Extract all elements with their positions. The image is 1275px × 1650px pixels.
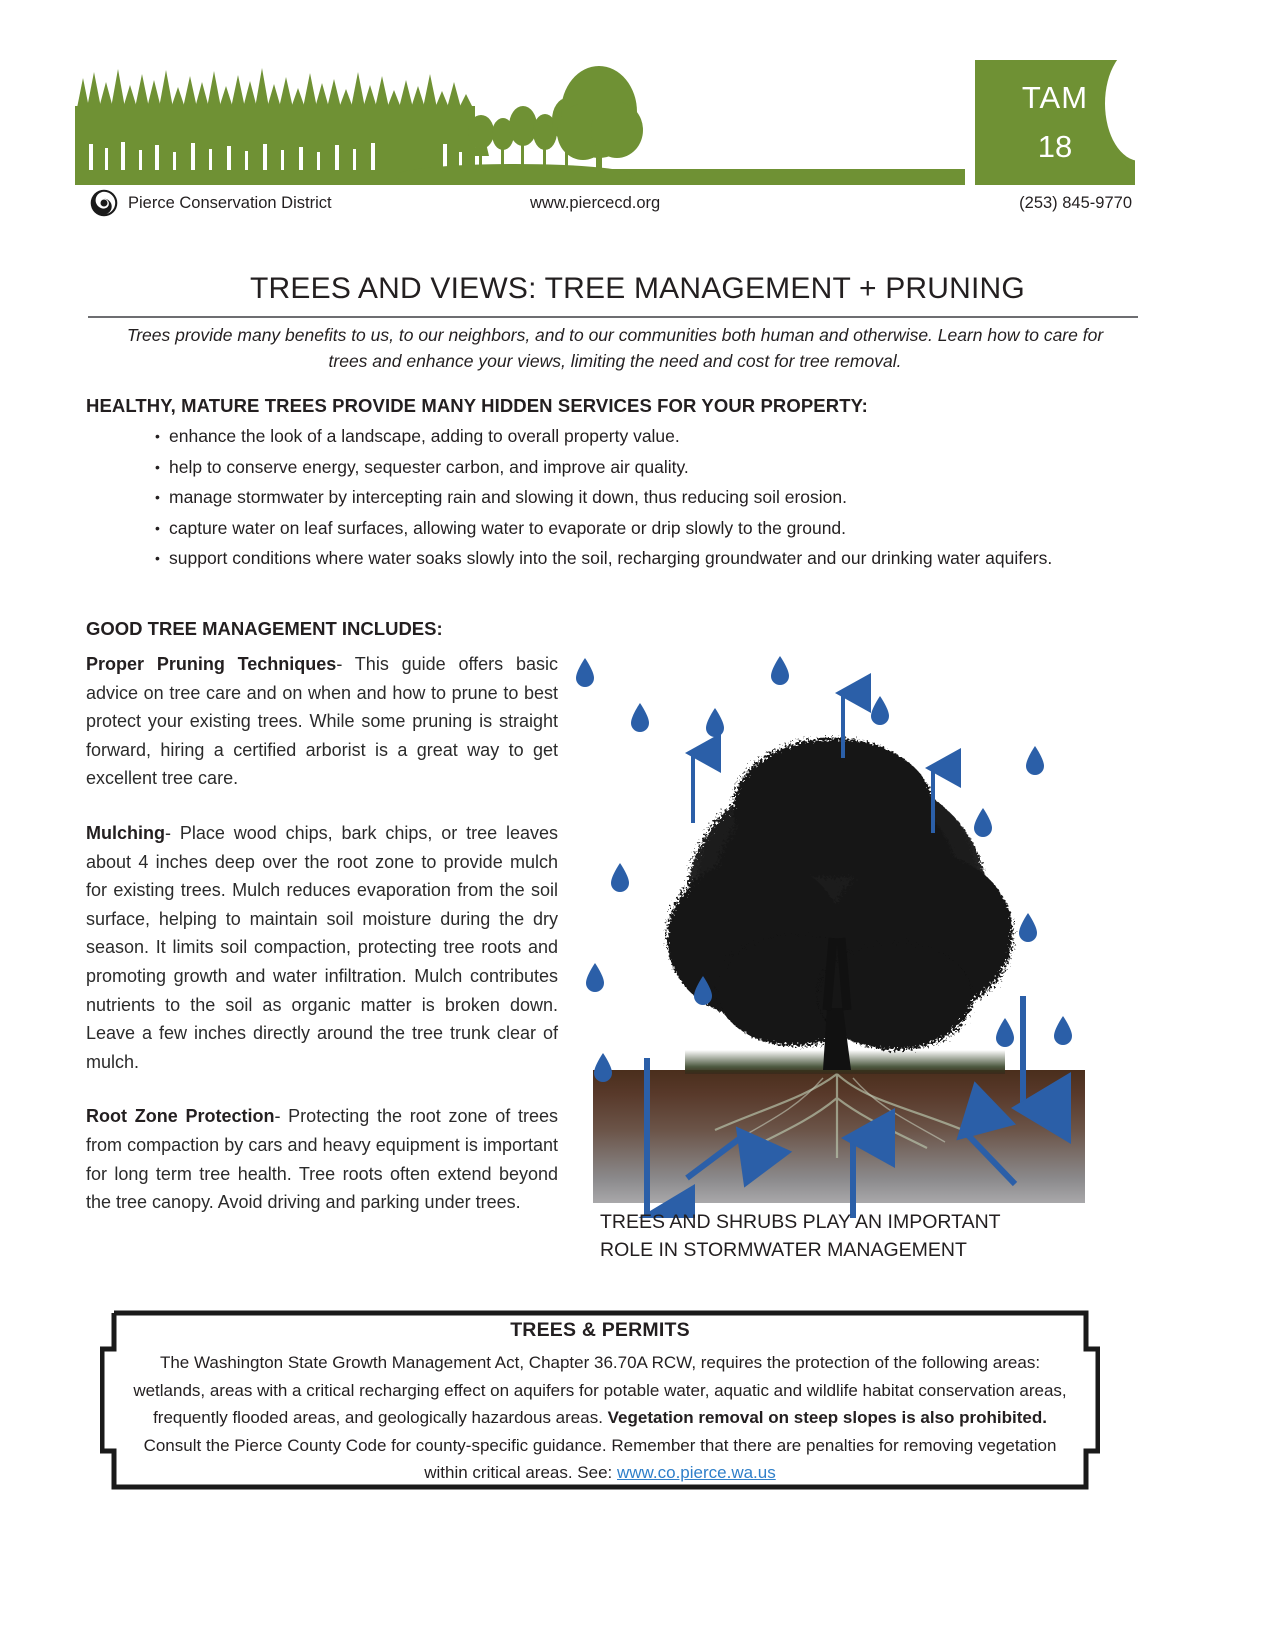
services-list	[155, 422, 1135, 575]
list-item: • help to conserve energy, sequester carbon, and improve air quality.	[155, 453, 1135, 481]
header-contact-bar	[90, 192, 1140, 222]
permits-line-2: areas: wetlands, areas with a critical recharging effect on aquifers for potable water, aquatic and wildlife habitat	[133, 1353, 1041, 1400]
permits-line-5a: Remember that there are penalties for removing vegetation within critical areas. See:	[424, 1435, 1057, 1482]
paragraph-mulching	[86, 819, 558, 1076]
org-website[interactable]: www.piercecd.org	[530, 194, 661, 212]
title-divider	[88, 316, 1138, 318]
root-uptake-arrows	[687, 1132, 1015, 1218]
list-item: • manage stormwater by intercepting rain and slowing it down, thus reducing soil erosion.	[155, 483, 1135, 511]
body-mulching: - Place wood chips, bark chips, or tree leaves about 4 inches deep over the root zone to provide mulch for existing trees. Mulch reduces evaporation from the soil surface, helping to maintain soil moisture during the dry season. It limits soil compaction, protecting tree roots and promoting growth and water infiltration. Mulch contributes nutrients to the soil as organic matter is broken down. Leave a few inches directly around the tree trunk clear of mulch.	[86, 822, 558, 1072]
term-proper-pruning: Proper Pruning Techniques	[86, 654, 337, 674]
permits-body	[132, 1349, 1068, 1487]
figure-caption-line-1: TREES AND SHRUBS PLAY AN IMPORTANT	[600, 1211, 1001, 1233]
tree-skyline-graphic	[75, 60, 965, 185]
trees-and-permits-box	[100, 1305, 1100, 1495]
body-root-zone: - Protecting the root zone of trees from compaction by cars and heavy equipment is important for long term tree health. Tree roots often extend beyond the tree canopy. Avoid driving and parking under trees.	[86, 1106, 558, 1213]
paragraph-root-zone	[86, 1102, 558, 1216]
tam-number: 18	[1037, 129, 1073, 164]
figure-caption-line-2: ROLE IN STORMWATER MANAGEMENT	[600, 1239, 967, 1261]
permits-line-3b: Vegetation removal on steep	[607, 1408, 839, 1427]
permits-line-4b: Consult the Pierce County Code for county-specific guidance.	[143, 1435, 607, 1455]
permits-line-1: The Washington State Growth Management Act, Chapter 36.70A RCW, requires the protection of the following	[159, 1353, 989, 1372]
term-root-zone: Root Zone Protection	[86, 1106, 275, 1127]
services-heading: HEALTHY, MATURE TREES PROVIDE MANY HIDDEN SERVICES FOR YOUR PROPERTY:	[86, 395, 868, 416]
org-name: Pierce Conservation District	[128, 194, 332, 212]
list-item: • enhance the look of a landscape, adding to overall property value.	[155, 422, 1135, 450]
permits-line-4a: slopes is also prohibited.	[842, 1408, 1047, 1427]
org-phone: (253) 845-9770	[1019, 194, 1132, 212]
page-title: TREES AND VIEWS: TREE MANAGEMENT + PRUNING	[250, 272, 1025, 305]
permits-title: TREES & PERMITS	[510, 1319, 690, 1341]
body-proper-pruning: - This guide offers basic advice on tree care and on when and how to prune to best protect your existing trees. While some pruning is straight forward, hiring a certified arborist is a great way to get excellent tree care.	[86, 654, 559, 789]
management-body	[86, 650, 558, 1217]
tam-badge	[975, 60, 1135, 185]
term-mulching: Mulching	[86, 822, 165, 843]
intro-paragraph: Trees provide many benefits to us, to our neighbors, and to our communities both human and otherwise. Learn how to care for trees and enhance your views, limiting the need and cost for tree removal.	[126, 325, 1104, 371]
list-item: • capture water on leaf surfaces, allowing water to evaporate or drip slowly to the ground.	[155, 514, 1135, 542]
paragraph-proper-pruning	[86, 650, 558, 793]
tam-label: TAM	[1021, 80, 1089, 115]
tree-and-rain-graphic	[565, 638, 1125, 1218]
tree-canopy	[667, 738, 1013, 1050]
stormwater-figure	[565, 638, 1125, 1218]
management-heading: GOOD TREE MANAGEMENT INCLUDES:	[86, 618, 443, 639]
pierce-county-link[interactable]: www.co.pierce.wa.us	[617, 1463, 776, 1482]
root-system	[715, 1074, 963, 1158]
permits-line-3a: conservation areas, frequently flooded areas, and geologically hazardous areas.	[153, 1380, 1067, 1427]
pierce-conservation-district-logo-icon	[90, 189, 118, 217]
figure-caption	[600, 1208, 1135, 1264]
page-header	[75, 60, 1135, 185]
list-item: • support conditions where water soaks slowly into the soil, recharging groundwater and our drinking water aquifers.	[155, 544, 1135, 572]
